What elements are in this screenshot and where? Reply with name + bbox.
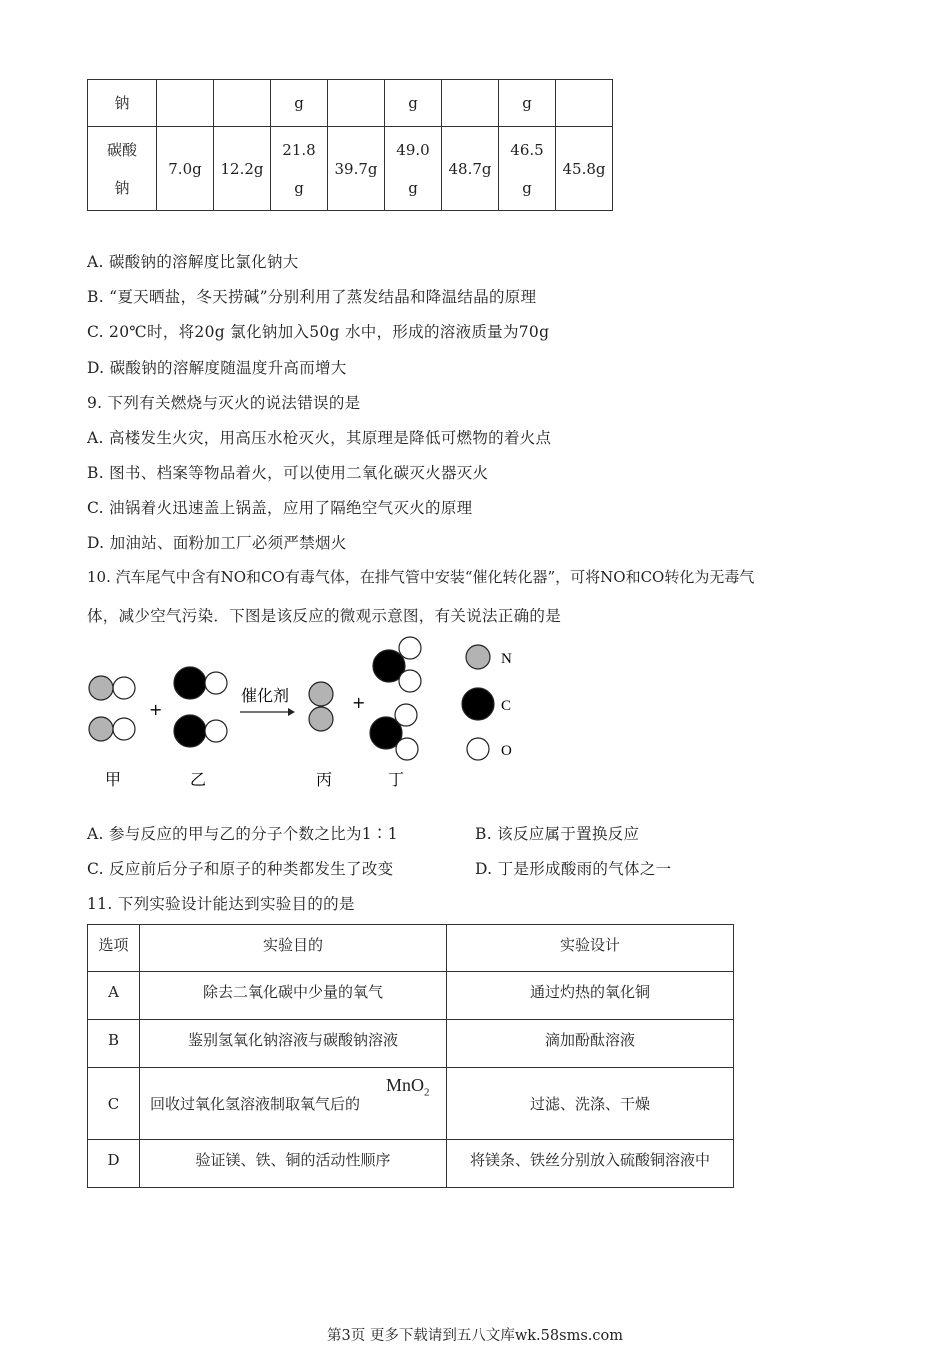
design-cell: 将镁条、铁丝分别放入硫酸铜溶液中	[447, 1140, 734, 1188]
c-atom	[174, 715, 206, 747]
plus-sign: +	[352, 693, 366, 712]
row-label: 钠	[88, 80, 157, 127]
table-cell: g	[271, 80, 328, 127]
catalyst-label: 催化剂	[241, 686, 290, 705]
q10-stem-line1: 10. 汽车尾气中含有NO和CO有毒气体，在排气管中安装“催化转化器”，可将NO和CO转化为无毒气	[87, 568, 755, 586]
o-atom	[399, 670, 421, 692]
table-row	[88, 972, 734, 1020]
q8-option-b: B. “夏天晒盐，冬天捞碱”分别利用了蒸发结晶和降温结晶的原理	[87, 288, 537, 306]
q10-option-a: A. 参与反应的甲与乙的分子个数之比为1∶1	[87, 825, 398, 843]
table-header-row	[88, 925, 734, 972]
q9-stem: 9. 下列有关燃烧与灭火的说法错误的是	[87, 394, 361, 412]
o-atom	[396, 738, 418, 760]
arrow-head	[288, 708, 295, 716]
c-atom	[174, 667, 206, 699]
purpose-text: 回收过氧化氢溶液制取氧气后的	[150, 1094, 361, 1113]
design-cell: 过滤、洗涤、干燥	[447, 1068, 734, 1140]
design-cell: 通过灼热的氧化铜	[447, 972, 734, 1020]
legend-o-label: O	[501, 743, 512, 759]
table-cell: 21.8 g	[271, 127, 328, 211]
o-atom	[113, 677, 135, 699]
q8-option-a: A. 碳酸钠的溶解度比氯化钠大	[87, 253, 299, 271]
q10-option-b: B. 该反应属于置换反应	[475, 825, 640, 843]
q9-option-a: A. 高楼发生火灾，用高压水枪灭火，其原理是降低可燃物的着火点	[87, 429, 552, 447]
table-cell	[556, 80, 613, 127]
legend-c-atom	[462, 688, 494, 720]
table-row	[88, 80, 613, 127]
row-label: 碳酸 钠	[88, 127, 157, 211]
q8-option-d: D. 碳酸钠的溶解度随温度升高而增大	[87, 359, 347, 377]
option-cell: B	[88, 1020, 140, 1068]
mno2-formula: MnO$_2$	[386, 1075, 430, 1099]
q10-option-c: C. 反应前后分子和原子的种类都发生了改变	[87, 860, 394, 878]
table-cell: g	[499, 80, 556, 127]
n-atom	[309, 707, 333, 731]
table-cell: 48.7g	[442, 127, 499, 211]
header-option: 选项	[88, 925, 140, 972]
experiment-table	[87, 924, 734, 1188]
n-atom	[89, 717, 113, 741]
table-cell: 46.5 g	[499, 127, 556, 211]
plus-sign: +	[149, 700, 163, 719]
table-row	[88, 1068, 734, 1140]
o-atom	[113, 718, 135, 740]
table-row	[88, 1020, 734, 1068]
table-cell	[157, 80, 214, 127]
label-jia: 甲	[105, 770, 122, 789]
q10-stem-line2: 体，减少空气污染．下图是该反应的微观示意图，有关说法正确的是	[87, 607, 562, 625]
q10-option-d: D. 丁是形成酸雨的气体之一	[475, 860, 672, 878]
solubility-table	[87, 79, 613, 211]
table-cell	[328, 80, 385, 127]
o-atom	[205, 672, 227, 694]
purpose-cell	[140, 1068, 447, 1140]
table-cell	[442, 80, 499, 127]
o-atom	[205, 720, 227, 742]
option-cell: A	[88, 972, 140, 1020]
q9-option-d: D. 加油站、面粉加工厂必须严禁烟火	[87, 534, 347, 552]
n-atom	[309, 682, 333, 706]
option-cell: D	[88, 1140, 140, 1188]
header-purpose: 实验目的	[140, 925, 447, 972]
label-yi: 乙	[190, 770, 207, 789]
table-cell: 39.7g	[328, 127, 385, 211]
purpose-cell: 鉴别氢氧化钠溶液与碳酸钠溶液	[140, 1020, 447, 1068]
option-cell: C	[88, 1068, 140, 1140]
q8-option-c: C. 20℃时，将20g 氯化钠加入50g 水中，形成的溶液质量为70g	[87, 323, 550, 341]
q9-option-c: C. 油锅着火迅速盖上锅盖，应用了隔绝空气灭火的原理	[87, 499, 473, 517]
table-cell: 7.0g	[157, 127, 214, 211]
table-row	[88, 127, 613, 211]
purpose-cell: 除去二氧化碳中少量的氧气	[140, 972, 447, 1020]
table-cell: 12.2g	[214, 127, 271, 211]
n-atom	[89, 676, 113, 700]
reaction-diagram	[80, 632, 540, 798]
label-ding: 丁	[388, 770, 405, 789]
page-footer: 第3页 更多下载请到五八文库wk.58sms.com	[327, 1328, 623, 1344]
table-cell: g	[385, 80, 442, 127]
legend-n-label: N	[501, 651, 512, 667]
header-design: 实验设计	[447, 925, 734, 972]
q11-stem: 11. 下列实验设计能达到实验目的的是	[87, 895, 355, 913]
table-row	[88, 1140, 734, 1188]
table-cell	[214, 80, 271, 127]
purpose-cell: 验证镁、铁、铜的活动性顺序	[140, 1140, 447, 1188]
legend-o-atom	[467, 738, 489, 760]
legend-n-atom	[466, 645, 490, 669]
q9-option-b: B. 图书、档案等物品着火，可以使用二氧化碳灭火器灭火	[87, 464, 489, 482]
design-cell: 滴加酚酞溶液	[447, 1020, 734, 1068]
table-cell: 49.0 g	[385, 127, 442, 211]
label-bing: 丙	[316, 770, 333, 789]
table-cell: 45.8g	[556, 127, 613, 211]
o-atom	[399, 637, 421, 659]
legend-c-label: C	[501, 698, 512, 714]
